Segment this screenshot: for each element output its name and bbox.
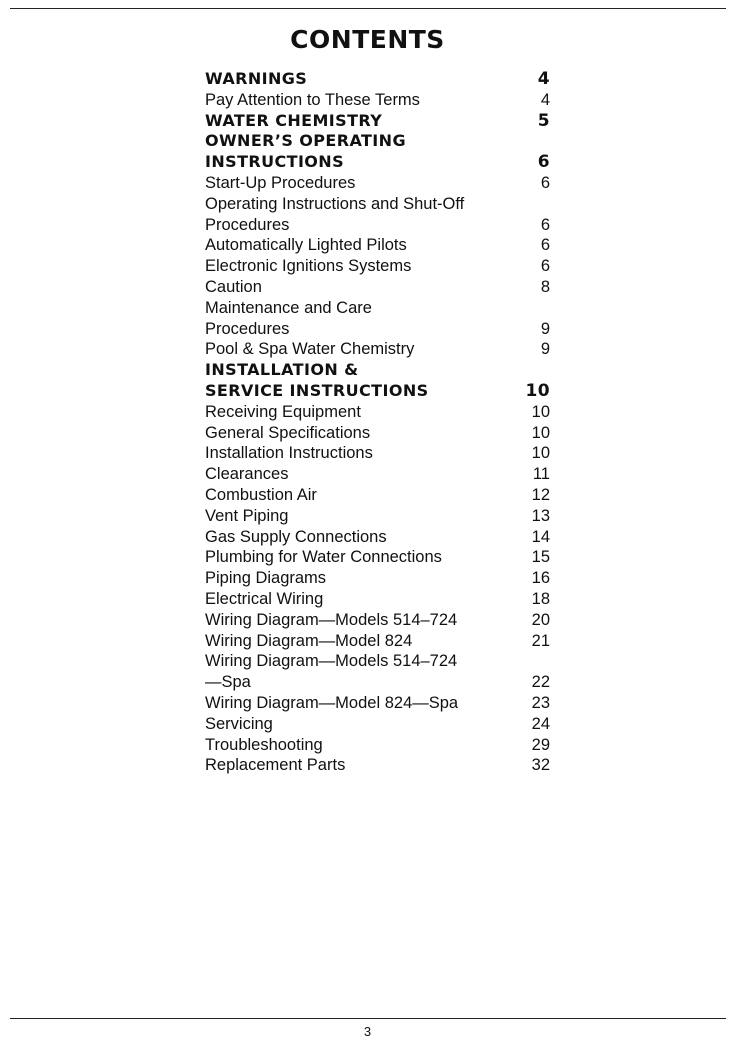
toc-entry-label: Procedures bbox=[205, 215, 290, 234]
top-rule bbox=[10, 8, 726, 9]
toc-entry-label: Gas Supply Connections bbox=[205, 527, 387, 546]
toc-entry bbox=[205, 485, 550, 506]
toc-entry-page: 6 bbox=[540, 236, 550, 255]
toc-entry bbox=[205, 215, 550, 236]
toc-entry-page: 6 bbox=[540, 173, 550, 192]
toc-entry-label: Operating Instructions and Shut-Off bbox=[205, 194, 465, 213]
toc-entry-page: 18 bbox=[531, 589, 550, 608]
toc-entry-label: Receiving Equipment bbox=[205, 402, 361, 421]
toc-entry-page: 14 bbox=[531, 527, 550, 546]
toc-entry-label: Installation Instructions bbox=[205, 444, 373, 463]
bottom-rule bbox=[10, 1018, 726, 1019]
toc-entry bbox=[205, 443, 550, 464]
toc-entry bbox=[205, 235, 550, 256]
toc-entry bbox=[205, 735, 550, 756]
toc-entry bbox=[205, 464, 550, 485]
toc-entry bbox=[205, 547, 550, 568]
toc-entry-page: 6 bbox=[540, 215, 550, 234]
toc-section-heading bbox=[205, 381, 550, 402]
toc-entry-page: 10 bbox=[525, 380, 550, 401]
toc-entry-page: 16 bbox=[531, 569, 550, 588]
toc-entry-label: INSTALLATION & bbox=[205, 360, 359, 380]
toc-entry-label: Troubleshooting bbox=[205, 735, 323, 754]
toc-entry-label: Electrical Wiring bbox=[205, 589, 324, 608]
table-of-contents bbox=[205, 69, 550, 776]
toc-entry-label: Start-Up Procedures bbox=[205, 173, 356, 192]
toc-entry-page: 29 bbox=[531, 735, 550, 754]
toc-entry-page: 6 bbox=[537, 152, 550, 173]
toc-entry-label: WARNINGS bbox=[205, 69, 308, 88]
toc-entry bbox=[205, 423, 550, 444]
toc-entry-page: 4 bbox=[537, 69, 550, 89]
toc-entry-label: Plumbing for Water Connections bbox=[205, 548, 442, 567]
toc-entry-page: 20 bbox=[531, 610, 550, 629]
toc-entry-page: 6 bbox=[540, 257, 550, 276]
toc-entry-label: Wiring Diagram—Model 824—Spa bbox=[205, 693, 459, 712]
toc-entry bbox=[205, 339, 550, 360]
toc-entry-page: 11 bbox=[532, 465, 550, 484]
toc-entry-page: 21 bbox=[531, 631, 550, 650]
toc-section-heading bbox=[205, 111, 550, 132]
toc-entry-label: Combustion Air bbox=[205, 485, 317, 504]
toc-entry bbox=[205, 651, 550, 672]
toc-entry-label: General Specifications bbox=[205, 423, 371, 442]
toc-entry bbox=[205, 194, 550, 215]
toc-entry-page: 23 bbox=[531, 693, 550, 712]
toc-entry bbox=[205, 610, 550, 631]
toc-entry-page: 10 bbox=[531, 444, 550, 463]
toc-entry bbox=[205, 672, 550, 693]
toc-entry bbox=[205, 402, 550, 423]
toc-entry bbox=[205, 277, 550, 298]
toc-entry-label: Electronic Ignitions Systems bbox=[205, 257, 412, 276]
toc-entry-page: 12 bbox=[531, 485, 550, 504]
toc-entry bbox=[205, 568, 550, 589]
toc-entry-label: Maintenance and Care bbox=[205, 298, 372, 317]
toc-entry-label: Replacement Parts bbox=[205, 756, 346, 775]
toc-entry-label: Wiring Diagram—Models 514–724 bbox=[205, 610, 458, 629]
page-number: 3 bbox=[363, 1024, 372, 1039]
toc-entry-page: 32 bbox=[531, 756, 550, 775]
toc-entry bbox=[205, 90, 550, 111]
toc-entry-page: 9 bbox=[540, 340, 550, 359]
toc-entry-label: Caution bbox=[205, 277, 262, 296]
toc-entry-label: —Spa bbox=[205, 673, 251, 692]
toc-entry-page: 8 bbox=[540, 277, 550, 296]
toc-entry-page: 24 bbox=[531, 714, 550, 733]
toc-entry-label: Piping Diagrams bbox=[205, 569, 327, 588]
toc-entry bbox=[205, 755, 550, 776]
toc-entry bbox=[205, 527, 550, 548]
toc-entry-label: Wiring Diagram—Model 824 bbox=[205, 631, 413, 650]
toc-entry bbox=[205, 693, 550, 714]
toc-entry-page: 10 bbox=[531, 423, 550, 442]
toc-section-heading bbox=[205, 69, 550, 90]
toc-entry bbox=[205, 173, 550, 194]
toc-entry bbox=[205, 631, 550, 652]
toc-entry bbox=[205, 319, 550, 340]
toc-entry-page: 9 bbox=[540, 319, 550, 338]
toc-entry-label: OWNER’S OPERATING bbox=[205, 131, 406, 151]
toc-entry-page: 22 bbox=[531, 673, 550, 692]
toc-entry bbox=[205, 256, 550, 277]
toc-section-heading bbox=[205, 360, 550, 381]
toc-section-heading bbox=[205, 152, 550, 173]
toc-entry-label: Pool & Spa Water Chemistry bbox=[205, 340, 415, 359]
toc-entry-label: Wiring Diagram—Models 514–724 bbox=[205, 652, 458, 671]
toc-entry-label: Pay Attention to These Terms bbox=[205, 90, 420, 109]
toc-section-heading bbox=[205, 131, 550, 152]
toc-entry-label: Servicing bbox=[205, 714, 273, 733]
toc-entry-label: WATER CHEMISTRY bbox=[205, 110, 383, 130]
toc-entry-label: Procedures bbox=[205, 319, 290, 338]
toc-entry-label: Vent Piping bbox=[205, 506, 289, 525]
toc-entry-page: 5 bbox=[537, 110, 550, 131]
toc-entry-page: 13 bbox=[531, 506, 550, 525]
toc-entry bbox=[205, 506, 550, 527]
toc-entry-label: Automatically Lighted Pilots bbox=[205, 236, 407, 255]
toc-entry-label: INSTRUCTIONS bbox=[205, 152, 345, 172]
toc-entry bbox=[205, 589, 550, 610]
toc-entry-page: 10 bbox=[531, 402, 550, 421]
toc-entry-page: 4 bbox=[540, 90, 550, 109]
toc-entry-page: 15 bbox=[531, 548, 550, 567]
toc-entry bbox=[205, 714, 550, 735]
toc-entry bbox=[205, 298, 550, 319]
toc-entry-label: SERVICE INSTRUCTIONS bbox=[205, 380, 429, 400]
page-title: CONTENTS bbox=[290, 25, 445, 54]
toc-entry-label: Clearances bbox=[205, 465, 289, 484]
